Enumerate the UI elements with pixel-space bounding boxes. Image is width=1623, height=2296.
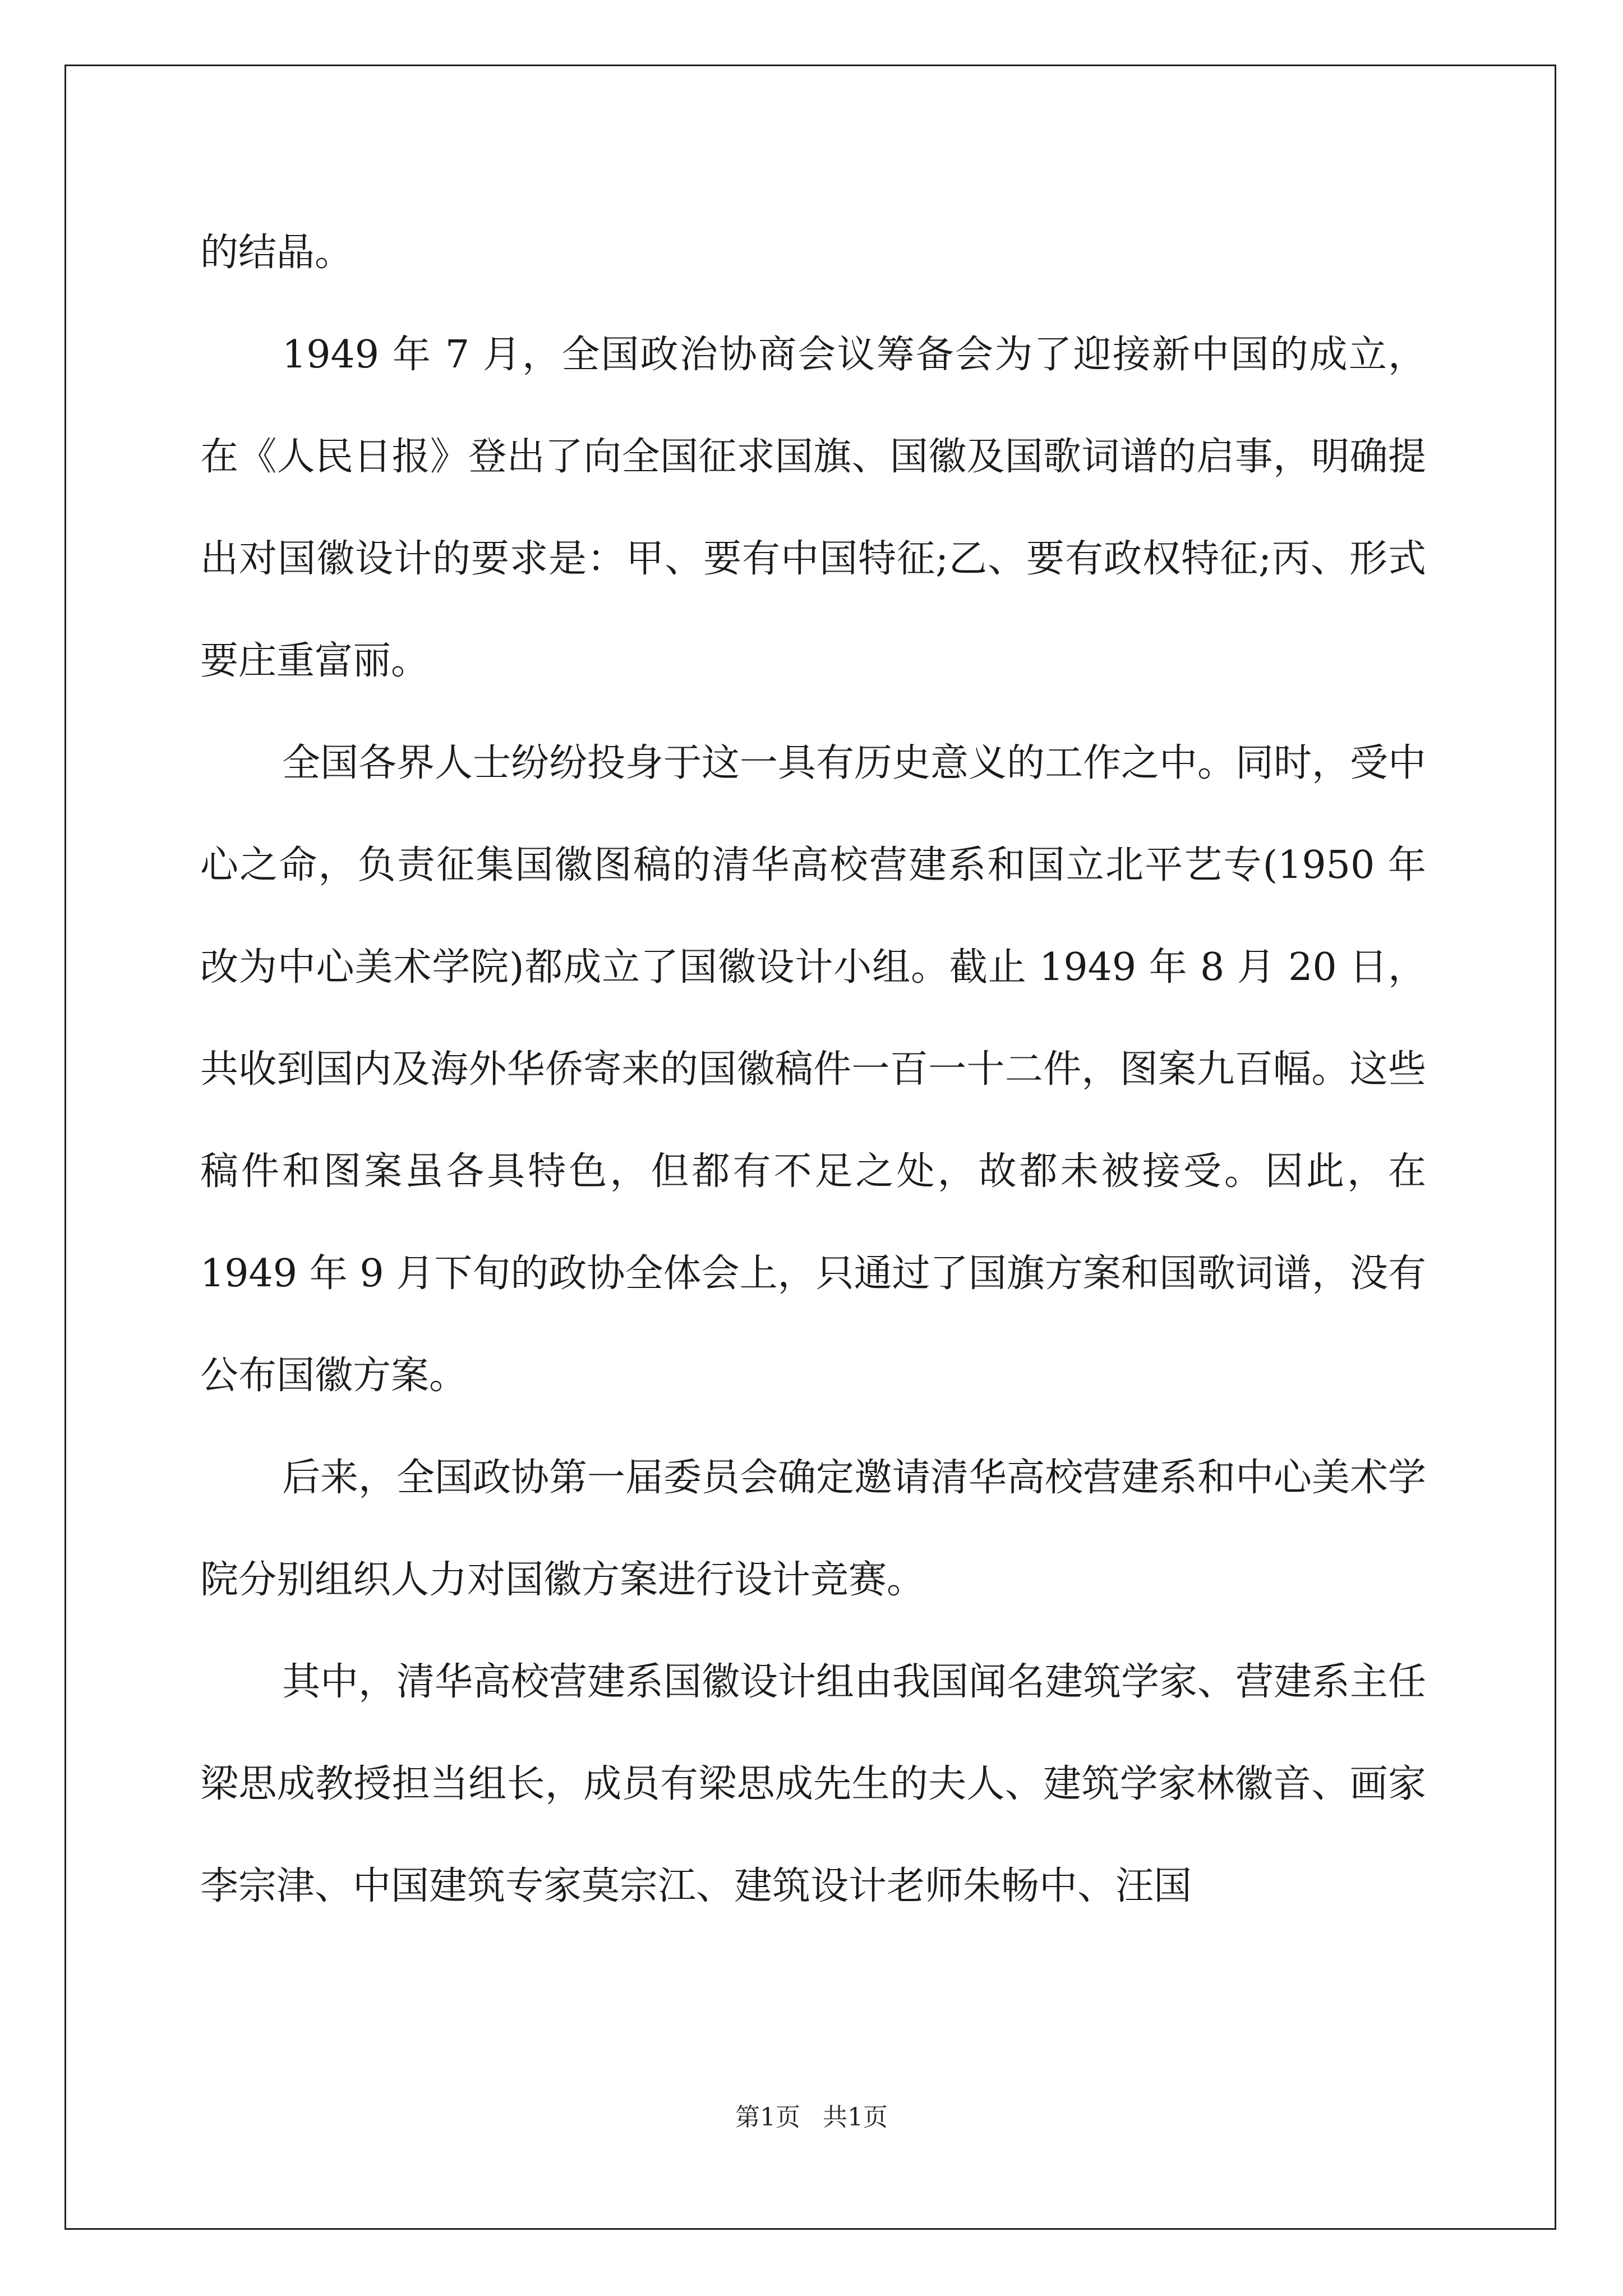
paragraph: 的结晶。	[200, 231, 353, 275]
document-body	[200, 202, 1426, 1938]
page-number: 第1页	[735, 2103, 800, 2132]
paragraph: 其中，清华高校营建系国徽设计组由我国闻名建筑学家、营建系主任梁思成教授担当组长，成员有梁思成先生的夫人、建筑学家林徽音、画家李宗津、中国建筑专家莫宗江、建筑设计老师朱畅中、汪国	[200, 1660, 1427, 1908]
page-footer	[0, 2101, 1623, 2134]
paragraph: 后来，全国政协第一届委员会确定邀请清华高校营建系和中心美术学院分别组织人力对国徽方案进行设计竞赛。	[200, 1456, 1427, 1602]
paragraph: 1949 年 7 月，全国政治协商会议筹备会为了迎接新中国的成立，在《人民日报》登出了向全国征求国旗、国徽及国歌词谱的启事，明确提出对国徽设计的要求是：甲、要有中国特征;乙、要有政权特征;丙、形式要庄重富丽。	[200, 333, 1426, 683]
paragraph: 全国各界人士纷纷投身于这一具有历史意义的工作之中。同时，受中心之命，负责征集国徽图稿的清华高校营建系和国立北平艺专(1950 年改为中心美术学院)都成立了国徽设计小组。截止 1949 年 8 月 20 日，共收到国内及海外华侨寄来的国徽稿件一百一十二件，图案九百幅。这些稿件和图案虽各具特色，但都有不足之处，故都未被接受。因此，在 1949 年 9 月下旬的政协全体会上，只通过了国旗方案和国歌词谱，没有公布国徽方案。	[200, 741, 1427, 1398]
page-total: 共1页	[823, 2103, 888, 2132]
